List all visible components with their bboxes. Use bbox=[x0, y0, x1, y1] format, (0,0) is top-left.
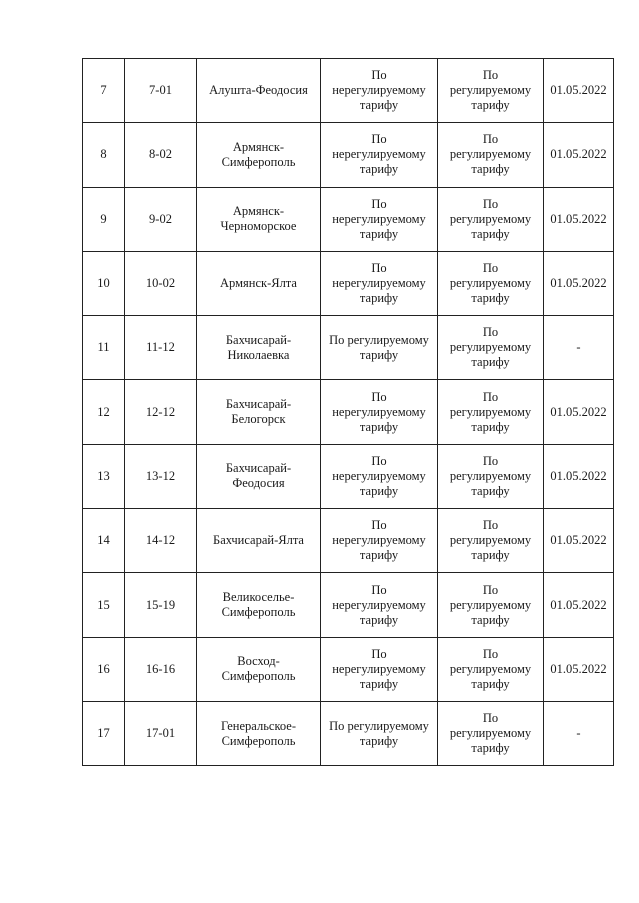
change-date: 01.05.2022 bbox=[544, 380, 614, 444]
route-name: Алушта-Феодосия bbox=[197, 59, 321, 123]
route-code: 14-12 bbox=[125, 509, 197, 573]
change-date: 01.05.2022 bbox=[544, 444, 614, 508]
table-row bbox=[83, 573, 614, 637]
tariff-new: По регулируемому тарифу bbox=[438, 701, 544, 765]
tariff-current: По регулируемому тарифу bbox=[321, 701, 438, 765]
tariff-new: По регулируемому тарифу bbox=[438, 573, 544, 637]
row-number: 7 bbox=[83, 59, 125, 123]
route-name: Бахчисарай- Николаевка bbox=[197, 316, 321, 380]
tariff-new: По регулируемому тарифу bbox=[438, 380, 544, 444]
route-code: 15-19 bbox=[125, 573, 197, 637]
table-row bbox=[83, 444, 614, 508]
table-row bbox=[83, 701, 614, 765]
tariff-current: По нерегулируемому тарифу bbox=[321, 573, 438, 637]
table-row bbox=[83, 509, 614, 573]
row-number: 10 bbox=[83, 251, 125, 315]
row-number: 13 bbox=[83, 444, 125, 508]
change-date: 01.05.2022 bbox=[544, 637, 614, 701]
change-date: 01.05.2022 bbox=[544, 509, 614, 573]
route-name: Армянск- Симферополь bbox=[197, 123, 321, 187]
tariff-current: По нерегулируемому тарифу bbox=[321, 187, 438, 251]
routes-table bbox=[82, 58, 614, 766]
change-date: 01.05.2022 bbox=[544, 187, 614, 251]
route-code: 16-16 bbox=[125, 637, 197, 701]
table-row bbox=[83, 187, 614, 251]
row-number: 14 bbox=[83, 509, 125, 573]
change-date: 01.05.2022 bbox=[544, 59, 614, 123]
table-row bbox=[83, 316, 614, 380]
tariff-current: По регулируемому тарифу bbox=[321, 316, 438, 380]
tariff-current: По нерегулируемому тарифу bbox=[321, 637, 438, 701]
route-code: 7-01 bbox=[125, 59, 197, 123]
route-code: 8-02 bbox=[125, 123, 197, 187]
tariff-new: По регулируемому тарифу bbox=[438, 637, 544, 701]
row-number: 17 bbox=[83, 701, 125, 765]
change-date: - bbox=[544, 316, 614, 380]
route-name: Бахчисарай- Феодосия bbox=[197, 444, 321, 508]
route-code: 17-01 bbox=[125, 701, 197, 765]
route-code: 11-12 bbox=[125, 316, 197, 380]
change-date: 01.05.2022 bbox=[544, 123, 614, 187]
change-date: 01.05.2022 bbox=[544, 251, 614, 315]
tariff-current: По нерегулируемому тарифу bbox=[321, 123, 438, 187]
change-date: 01.05.2022 bbox=[544, 573, 614, 637]
row-number: 9 bbox=[83, 187, 125, 251]
row-number: 15 bbox=[83, 573, 125, 637]
row-number: 8 bbox=[83, 123, 125, 187]
tariff-new: По регулируемому тарифу bbox=[438, 251, 544, 315]
tariff-current: По нерегулируемому тарифу bbox=[321, 380, 438, 444]
table-row bbox=[83, 380, 614, 444]
route-name: Бахчисарай-Ялта bbox=[197, 509, 321, 573]
tariff-new: По регулируемому тарифу bbox=[438, 123, 544, 187]
row-number: 16 bbox=[83, 637, 125, 701]
change-date: - bbox=[544, 701, 614, 765]
tariff-current: По нерегулируемому тарифу bbox=[321, 509, 438, 573]
route-name: Генеральское- Симферополь bbox=[197, 701, 321, 765]
route-code: 9-02 bbox=[125, 187, 197, 251]
tariff-new: По регулируемому тарифу bbox=[438, 59, 544, 123]
tariff-new: По регулируемому тарифу bbox=[438, 187, 544, 251]
route-code: 12-12 bbox=[125, 380, 197, 444]
row-number: 11 bbox=[83, 316, 125, 380]
tariff-new: По регулируемому тарифу bbox=[438, 444, 544, 508]
routes-table-body bbox=[83, 59, 614, 766]
tariff-current: По нерегулируемому тарифу bbox=[321, 59, 438, 123]
route-name: Армянск- Черноморское bbox=[197, 187, 321, 251]
table-row bbox=[83, 123, 614, 187]
tariff-current: По нерегулируемому тарифу bbox=[321, 251, 438, 315]
row-number: 12 bbox=[83, 380, 125, 444]
table-row bbox=[83, 251, 614, 315]
route-name: Бахчисарай- Белогорск bbox=[197, 380, 321, 444]
route-name: Восход- Симферополь bbox=[197, 637, 321, 701]
table-row bbox=[83, 59, 614, 123]
route-name: Великоселье- Симферополь bbox=[197, 573, 321, 637]
tariff-current: По нерегулируемому тарифу bbox=[321, 444, 438, 508]
route-name: Армянск-Ялта bbox=[197, 251, 321, 315]
tariff-new: По регулируемому тарифу bbox=[438, 316, 544, 380]
route-code: 10-02 bbox=[125, 251, 197, 315]
route-code: 13-12 bbox=[125, 444, 197, 508]
table-row bbox=[83, 637, 614, 701]
tariff-new: По регулируемому тарифу bbox=[438, 509, 544, 573]
